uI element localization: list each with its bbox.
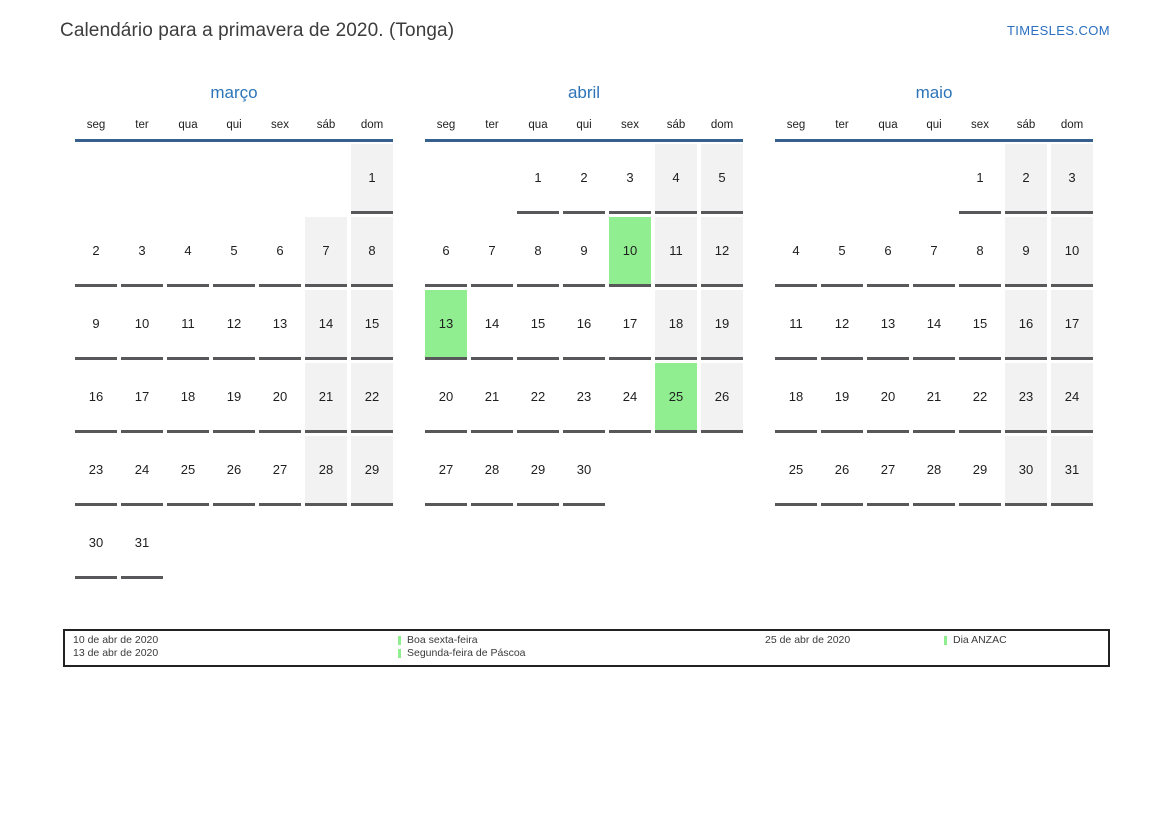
day-cell: 1 (351, 144, 393, 214)
day-cell: 8 (959, 217, 1001, 287)
day-cell: 15 (517, 290, 559, 360)
weekday-label: ter (135, 119, 149, 131)
day-cell: 7 (913, 217, 955, 287)
empty-cell (471, 144, 513, 214)
weekday-label: seg (86, 119, 106, 131)
day-cell: 20 (259, 363, 301, 433)
month-title: maio (915, 83, 953, 102)
empty-cell (167, 509, 209, 579)
month-grid (775, 144, 1093, 506)
day-cell: 3 (609, 144, 651, 214)
day-cell: 12 (821, 290, 863, 360)
day-cell: 6 (425, 217, 467, 287)
day-cell: 16 (1005, 290, 1047, 360)
empty-cell (305, 509, 347, 579)
day-cell: 19 (213, 363, 255, 433)
holiday-marker-icon (944, 636, 947, 645)
day-cell: 5 (821, 217, 863, 287)
day-cell: 16 (75, 363, 117, 433)
day-cell: 29 (959, 436, 1001, 506)
day-cell: 23 (75, 436, 117, 506)
day-cell: 1 (959, 144, 1001, 214)
day-cell: 22 (959, 363, 1001, 433)
empty-cell (701, 436, 743, 506)
day-cell: 8 (351, 217, 393, 287)
legend-label-column (398, 634, 526, 660)
empty-cell (259, 144, 301, 214)
weekday-label: sáb (666, 119, 686, 131)
day-cell: 2 (1005, 144, 1047, 214)
weekday-label: ter (485, 119, 499, 131)
day-cell: 25 (655, 363, 697, 433)
legend-date-column (765, 634, 850, 647)
month-calendar-março (75, 83, 393, 579)
weekday-label: seg (786, 119, 806, 131)
weekday-label: qua (178, 119, 198, 131)
day-cell: 6 (259, 217, 301, 287)
day-cell: 22 (517, 363, 559, 433)
weekday-header-row (425, 119, 743, 142)
day-cell: 4 (167, 217, 209, 287)
day-cell: 19 (821, 363, 863, 433)
day-cell: 18 (775, 363, 817, 433)
day-cell: 28 (471, 436, 513, 506)
page-title: Calendário para a primavera de 2020. (Tonga) (60, 20, 455, 41)
day-cell: 26 (701, 363, 743, 433)
legend-date-column (73, 634, 158, 660)
day-cell: 28 (913, 436, 955, 506)
day-cell: 24 (1051, 363, 1093, 433)
empty-cell (655, 436, 697, 506)
day-cell: 9 (75, 290, 117, 360)
day-cell: 13 (867, 290, 909, 360)
empty-cell (913, 144, 955, 214)
legend-label-line (398, 647, 526, 660)
page-header (60, 20, 1110, 42)
legend-box (63, 629, 1110, 667)
empty-cell (121, 144, 163, 214)
weekday-label: dom (710, 119, 734, 131)
month-calendar-maio (775, 83, 1093, 579)
day-cell: 14 (305, 290, 347, 360)
day-cell: 20 (867, 363, 909, 433)
empty-cell (305, 144, 347, 214)
site-link[interactable]: TIMESLES.COM (1006, 23, 1110, 38)
day-cell: 19 (701, 290, 743, 360)
month-title: abril (567, 83, 601, 102)
day-cell: 13 (425, 290, 467, 360)
weekday-label: ter (835, 119, 849, 131)
day-cell: 10 (121, 290, 163, 360)
empty-cell (259, 509, 301, 579)
weekday-label: sex (971, 119, 989, 131)
day-cell: 31 (1051, 436, 1093, 506)
weekday-label: qui (226, 119, 242, 131)
legend-date: 10 de abr de 2020 (73, 634, 159, 646)
month-grid (425, 144, 743, 506)
month-title: março (210, 83, 258, 102)
day-cell: 11 (775, 290, 817, 360)
weekday-label: qua (528, 119, 548, 131)
legend-label-line (944, 634, 1007, 647)
day-cell: 14 (913, 290, 955, 360)
day-cell: 9 (1005, 217, 1047, 287)
legend-label: Boa sexta-feira (407, 634, 478, 646)
empty-cell (609, 436, 651, 506)
legend-date: 25 de abr de 2020 (765, 634, 851, 646)
day-cell: 13 (259, 290, 301, 360)
weekday-label: sáb (316, 119, 336, 131)
day-cell: 11 (655, 217, 697, 287)
weekday-label: sex (621, 119, 639, 131)
empty-cell (775, 144, 817, 214)
weekday-header-row (75, 119, 393, 142)
day-cell: 10 (1051, 217, 1093, 287)
day-cell: 3 (1051, 144, 1093, 214)
day-cell: 20 (425, 363, 467, 433)
legend-date: 13 de abr de 2020 (73, 647, 159, 659)
day-cell: 15 (351, 290, 393, 360)
day-cell: 27 (867, 436, 909, 506)
day-cell: 30 (75, 509, 117, 579)
legend-label-column (944, 634, 1007, 647)
weekday-header-row (775, 119, 1093, 142)
day-cell: 23 (563, 363, 605, 433)
day-cell: 29 (517, 436, 559, 506)
day-cell: 25 (167, 436, 209, 506)
month-grid (75, 144, 393, 579)
day-cell: 17 (609, 290, 651, 360)
day-cell: 18 (167, 363, 209, 433)
empty-cell (351, 509, 393, 579)
day-cell: 4 (775, 217, 817, 287)
day-cell: 9 (563, 217, 605, 287)
day-cell: 15 (959, 290, 1001, 360)
empty-cell (213, 144, 255, 214)
day-cell: 27 (259, 436, 301, 506)
day-cell: 25 (775, 436, 817, 506)
day-cell: 24 (121, 436, 163, 506)
day-cell: 28 (305, 436, 347, 506)
day-cell: 21 (913, 363, 955, 433)
day-cell: 21 (471, 363, 513, 433)
day-cell: 4 (655, 144, 697, 214)
day-cell: 29 (351, 436, 393, 506)
empty-cell (75, 144, 117, 214)
day-cell: 5 (213, 217, 255, 287)
holiday-marker-icon (398, 636, 401, 645)
day-cell: 3 (121, 217, 163, 287)
months-row (75, 83, 1093, 579)
month-calendar-abril (425, 83, 743, 579)
day-cell: 1 (517, 144, 559, 214)
day-cell: 30 (1005, 436, 1047, 506)
day-cell: 22 (351, 363, 393, 433)
holiday-marker-icon (398, 649, 401, 658)
day-cell: 30 (563, 436, 605, 506)
legend-label-line (398, 634, 526, 647)
legend-label: Segunda-feira de Páscoa (407, 647, 526, 659)
day-cell: 23 (1005, 363, 1047, 433)
day-cell: 16 (563, 290, 605, 360)
day-cell: 2 (563, 144, 605, 214)
day-cell: 18 (655, 290, 697, 360)
day-cell: 10 (609, 217, 651, 287)
day-cell: 6 (867, 217, 909, 287)
day-cell: 17 (1051, 290, 1093, 360)
legend-label: Dia ANZAC (953, 634, 1007, 646)
empty-cell (821, 144, 863, 214)
day-cell: 8 (517, 217, 559, 287)
day-cell: 26 (821, 436, 863, 506)
weekday-label: seg (436, 119, 456, 131)
weekday-label: sáb (1016, 119, 1036, 131)
day-cell: 31 (121, 509, 163, 579)
day-cell: 7 (305, 217, 347, 287)
empty-cell (425, 144, 467, 214)
day-cell: 14 (471, 290, 513, 360)
day-cell: 12 (213, 290, 255, 360)
day-cell: 26 (213, 436, 255, 506)
empty-cell (867, 144, 909, 214)
day-cell: 7 (471, 217, 513, 287)
weekday-label: qui (926, 119, 942, 131)
day-cell: 5 (701, 144, 743, 214)
day-cell: 27 (425, 436, 467, 506)
day-cell: 11 (167, 290, 209, 360)
empty-cell (167, 144, 209, 214)
day-cell: 24 (609, 363, 651, 433)
weekday-label: qua (878, 119, 898, 131)
day-cell: 21 (305, 363, 347, 433)
weekday-label: dom (1060, 119, 1084, 131)
weekday-label: dom (360, 119, 384, 131)
weekday-label: sex (271, 119, 289, 131)
weekday-label: qui (576, 119, 592, 131)
day-cell: 12 (701, 217, 743, 287)
day-cell: 2 (75, 217, 117, 287)
empty-cell (213, 509, 255, 579)
day-cell: 17 (121, 363, 163, 433)
